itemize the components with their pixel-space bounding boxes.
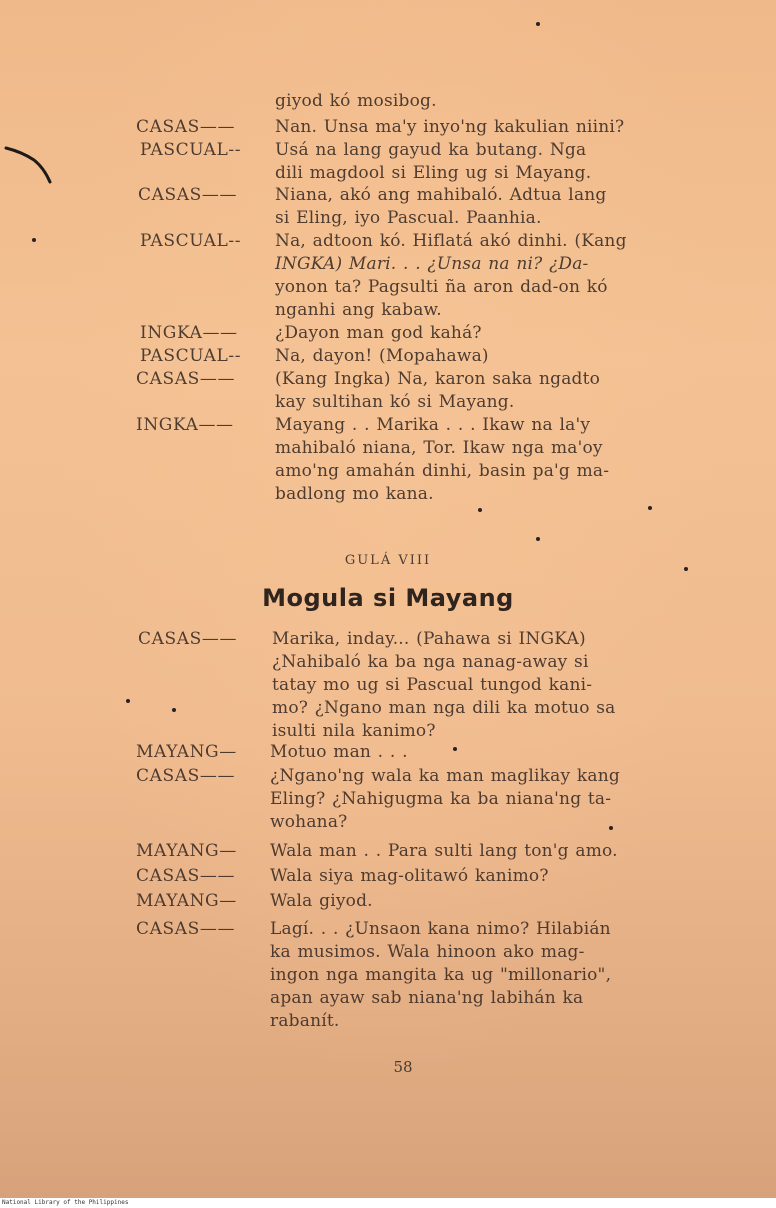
ink-speck (32, 238, 36, 242)
text-line: giyod kó mosibog. (275, 91, 437, 111)
text-line: (Kang Ingka) Na, karon saka ngadto (275, 369, 601, 389)
text-line: ¿Dayon man god kahá? (275, 323, 482, 343)
text-line: Motuo man . . . (270, 742, 408, 762)
speaker-label: CASAS—— (136, 369, 236, 389)
speaker-label: PASCUAL-- (140, 231, 242, 251)
speaker-label: CASAS—— (136, 766, 236, 786)
ink-speck (172, 708, 176, 712)
speaker-label: MAYANG— (136, 891, 237, 911)
text-line: yonon ta? Pagsulti ña aron dad-on kó (275, 277, 608, 297)
speaker-label: MAYANG— (136, 841, 237, 861)
ink-speck (609, 826, 613, 830)
footer-credit: National Library of the Philippines (2, 1199, 129, 1206)
text-line: Usá na lang gayud ka butang. Nga (275, 140, 587, 160)
scratch-mark (4, 146, 54, 186)
text-line: si Eling, iyo Pascual. Paanhia. (275, 208, 542, 228)
text-line: amo'ng amahán dinhi, basin pa'g ma- (275, 461, 610, 481)
page-number: 58 (393, 1058, 413, 1076)
text-line: Na, dayon! (Mopahawa) (275, 346, 489, 366)
chapter-heading: GULÁ VIII (344, 553, 432, 568)
speaker-label: MAYANG— (136, 742, 237, 762)
text-line: Mayang . . Marika . . . Ikaw na la'y (275, 415, 591, 435)
ink-speck (126, 699, 130, 703)
speaker-label: CASAS—— (138, 629, 238, 649)
ink-speck (453, 747, 457, 751)
text-line: badlong mo kana. (275, 484, 434, 504)
text-line: ingon nga mangita ka ug "millonario", (270, 965, 612, 985)
text-line: Lagí. . . ¿Unsaon kana nimo? Hilabián (270, 919, 611, 939)
text-line: Wala man . . Para sulti lang ton'g amo. (270, 841, 618, 861)
text-line: dili magdool si Eling ug si Mayang. (275, 163, 592, 183)
ink-speck (684, 567, 688, 571)
section-title: Mogula si Mayang (262, 584, 514, 612)
speaker-label: CASAS—— (136, 117, 236, 137)
text-line: ka musimos. Wala hinoon ako mag- (270, 942, 585, 962)
ink-speck (536, 537, 540, 541)
text-line: isulti nila kanimo? (272, 721, 436, 741)
text-line: mahibaló niana, Tor. Ikaw nga ma'oy (275, 438, 603, 458)
text-line: mo? ¿Ngano man nga dili ka motuo sa (272, 698, 616, 718)
text-line: Nan. Unsa ma'y inyo'ng kakulian niini? (275, 117, 625, 137)
ink-speck (536, 22, 540, 26)
text-line: Marika, inday... (Pahawa si INGKA) (272, 629, 586, 649)
text-line: ¿Ngano'ng wala ka man maglikay kang (270, 766, 620, 786)
text-line: INGKA) Mari. . . ¿Unsa na ni? ¿Da- (275, 254, 589, 274)
text-line: kay sultihan kó si Mayang. (275, 392, 515, 412)
speaker-label: CASAS—— (138, 185, 238, 205)
text-line: ¿Nahibaló ka ba nga nanag-away si (272, 652, 589, 672)
text-line: Na, adtoon kó. Hiflatá akó dinhi. (Kang (275, 231, 627, 251)
ink-speck (478, 508, 482, 512)
speaker-label: CASAS—— (136, 919, 236, 939)
text-line: apan ayaw sab niana'ng labihán ka (270, 988, 584, 1008)
speaker-label: INGKA—— (136, 415, 234, 435)
text-line: tatay mo ug si Pascual tungod kani- (272, 675, 593, 695)
speaker-label: CASAS—— (136, 866, 236, 886)
text-line: Eling? ¿Nahigugma ka ba niana'ng ta- (270, 789, 612, 809)
text-line: wohana? (270, 812, 348, 832)
speaker-label: INGKA—— (140, 323, 238, 343)
text-line: Wala siya mag-olitawó kanimo? (270, 866, 549, 886)
text-line: rabanít. (270, 1011, 340, 1031)
text-line: nganhi ang kabaw. (275, 300, 442, 320)
text-line: Niana, akó ang mahibaló. Adtua lang (275, 185, 607, 205)
speaker-label: PASCUAL-- (140, 346, 242, 366)
speaker-label: PASCUAL-- (140, 140, 242, 160)
text-line: Wala giyod. (270, 891, 373, 911)
ink-speck (648, 506, 652, 510)
